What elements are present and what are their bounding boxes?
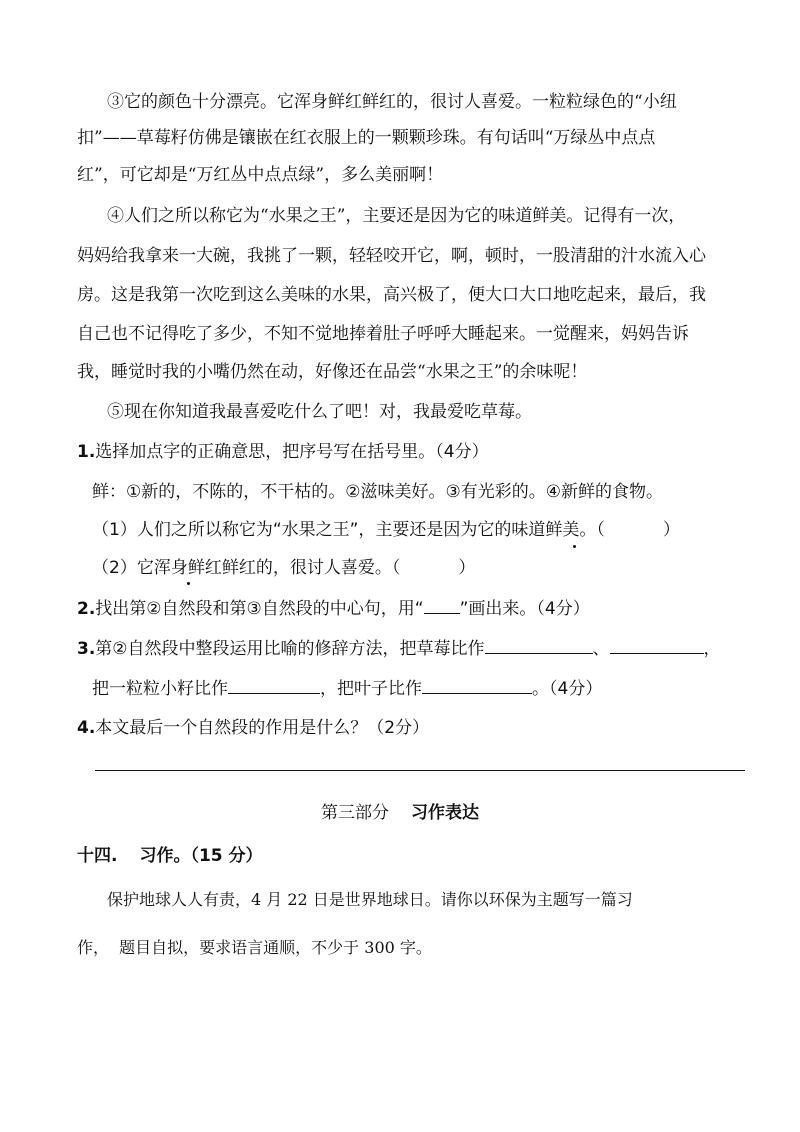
- question-3-separator: 、: [592, 639, 610, 659]
- writing-prompt-line2: 作， 题目自拟，要求语言通顺，不少于 300 字。: [77, 938, 432, 957]
- writing-task-heading: [77, 846, 263, 866]
- question-1-answer-1[interactable]: [605, 520, 663, 535]
- question-3-text: 第②自然段中整段运用比喻的修辞方法，把草莓比作: [95, 639, 485, 659]
- question-3: [77, 638, 721, 659]
- question-1-sentence-2-close: ）: [458, 558, 476, 578]
- passage-p3-line1: ③它的颜色十分漂亮。它浑身鲜红鲜红的，很讨人喜爱。一粒粒绿色的“小纽: [107, 92, 677, 112]
- underline-sample: [424, 598, 460, 614]
- question-1-sentence-1: [92, 520, 680, 540]
- passage-p5: ⑤现在你知道我最喜爱吃什么了吧！对，我最爱吃草莓。: [107, 402, 532, 422]
- question-3-blank-3[interactable]: [228, 678, 320, 694]
- question-2: [77, 598, 590, 619]
- passage-p4-line4: 自己也不记得吃了多少，不知不觉地捧着肚子呼呼大睡起来。一觉醒来，妈妈告诉: [77, 324, 689, 344]
- question-2-text-b: ”画出来。（4分）: [459, 599, 590, 619]
- question-3-line2-b: ，把叶子比作: [320, 679, 422, 699]
- writing-number: 十四.: [77, 846, 118, 866]
- question-1-text: 选择加点字的正确意思，把序号写在括号里。（4分）: [95, 442, 489, 462]
- question-4-answer-line[interactable]: [95, 770, 745, 771]
- question-1-options: 鲜：①新的，不陈的，不干枯的。②滋味美好。③有光彩的。④新鲜的食物。: [92, 482, 663, 502]
- section-3-header: [0, 798, 800, 823]
- emphasis-dot-1: [573, 545, 576, 548]
- question-1: [77, 442, 489, 462]
- question-3-blank-1[interactable]: [485, 638, 593, 654]
- question-2-number: 2.: [77, 599, 96, 619]
- passage-p4-line5: 我，睡觉时我的小嘴仍然在动，好像还在品尝“水果之王”的余味呢！: [77, 362, 588, 382]
- question-3-line-2: [92, 678, 602, 699]
- question-4-text: 本文最后一个自然段的作用是什么？（2分）: [95, 718, 430, 738]
- section-3-part: 第三部分: [321, 803, 389, 823]
- question-1-sentence-2-text: （2）它浑身鲜红鲜红的，很讨人喜爱。（: [92, 558, 401, 578]
- question-3-line2-c: 。（4分）: [532, 679, 603, 699]
- question-3-blank-4[interactable]: [422, 678, 532, 694]
- question-1-sentence-1-text: （1）人们之所以称它为“水果之王”，主要还是因为它的味道鲜美。（: [92, 520, 605, 540]
- question-1-number: 1.: [77, 442, 96, 462]
- passage-p4-line2: 妈妈给我拿来一大碗，我挑了一颗，轻轻咬开它，啊，顿时，一股清甜的汁水流入心: [77, 246, 706, 266]
- emphasis-dot-2: [187, 582, 190, 585]
- question-4: [77, 718, 429, 738]
- question-1-sentence-1-close: ）: [662, 520, 680, 540]
- question-4-number: 4.: [77, 718, 96, 738]
- section-3-title: 习作表达: [411, 803, 479, 823]
- passage-p3-line2: 扣”——草莓籽仿佛是镶嵌在红衣服上的一颗颗珍珠。有句话叫“万绿丛中点点: [77, 128, 656, 148]
- passage-p4-line3: 房。这是我第一次吃到这么美味的水果，高兴极了，便大口大口地吃起来，最后，我: [77, 285, 706, 305]
- question-3-number: 3.: [77, 639, 96, 659]
- passage-p4-line1: ④人们之所以称它为“水果之王”，主要还是因为它的味道鲜美。记得有一次，: [107, 206, 686, 226]
- writing-title: 习作。（15 分）: [139, 846, 263, 866]
- passage-p3-line3: 红”，可它却是“万红丛中点点绿”，多么美丽啊！: [77, 165, 444, 185]
- question-1-sentence-2: [92, 558, 475, 578]
- question-3-line2-a: 把一粒粒小籽比作: [92, 679, 228, 699]
- writing-prompt-line1: 保护地球人人有责，4 月 22 日是世界地球日。请你以环保为主题写一篇习: [107, 890, 633, 909]
- question-2-text-a: 找出第②自然段和第③自然段的中心句，用“: [95, 599, 424, 619]
- question-3-blank-2[interactable]: [610, 638, 704, 654]
- question-3-comma: ，: [703, 639, 721, 659]
- question-1-answer-2[interactable]: [400, 558, 458, 573]
